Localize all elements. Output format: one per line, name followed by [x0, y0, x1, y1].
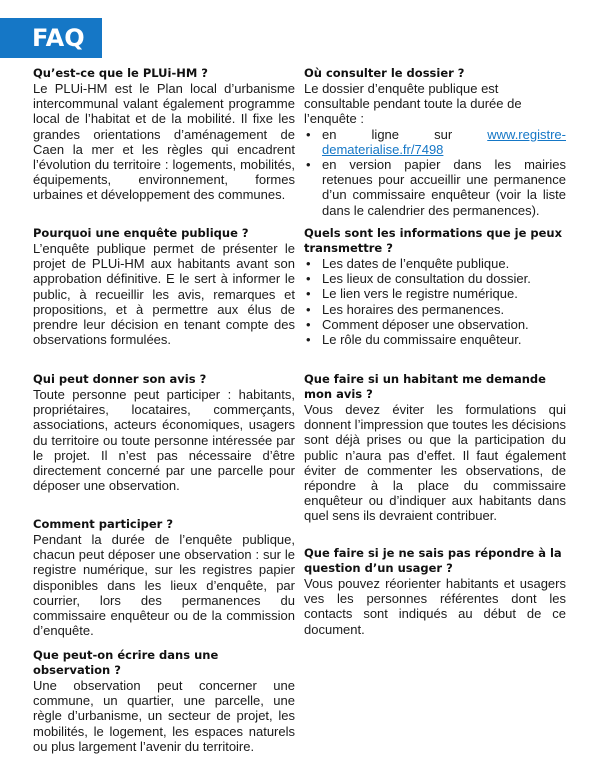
list-item: • Les horaires des permanences. — [304, 302, 566, 317]
faq-item-where-to-consult — [304, 66, 566, 218]
faq-question: Pourquoi une enquête publique ? — [33, 226, 249, 240]
faq-answer: Pendant la durée de l’enquête publique, chacun peut déposer une observation : sur le registre numérique, sur les registres papier disponibles dans les lieux d’enquête, par courrier, lors des permanences du commissaire enquêteur ou de la commission d’enquête. — [33, 532, 295, 639]
consult-online-prefix: en ligne sur — [322, 126, 488, 142]
transmit-list — [304, 256, 566, 347]
faq-item-why-inquiry — [33, 226, 295, 347]
faq-answer: Le PLUi-HM est le Plan local d’urbanisme intercommunal valant également programme local de l’habitat et de la mobilité. Il fixe les grandes orientations d’aménagement de Caen la mer et les règles qui encadrent l’évolution du territoire : logements, mobilités, équipements, environnement, formes urbaines et développement des communes. — [33, 81, 295, 203]
faq-answer: Une observation peut concerner une commune, un quartier, une parcelle, une règle d’urbanisme, un secteur de projet, les mobilités, le logement, les espaces naturels ou plus largement l’avenir du territoire. — [33, 678, 295, 754]
faq-question: Quels sont les informations que je peux transmettre ? — [304, 226, 563, 255]
faq-item-resident-asks-opinion — [304, 372, 566, 524]
faq-question: Qui peut donner son avis ? — [33, 372, 207, 386]
registry-link[interactable]: www.registre-dematerialise.fr/7498 — [322, 126, 566, 157]
faq-question: Que faire si un habitant me demande mon avis ? — [304, 372, 546, 401]
faq-question: Que faire si je ne sais pas répondre à la question d’un usager ? — [304, 546, 562, 575]
faq-question: Que peut-on écrire dans une observation ? — [33, 648, 219, 677]
faq-answer: Le dossier d’enquête publique est consultable pendant toute la durée de l’enquête : — [304, 81, 522, 127]
faq-item-what-to-transmit — [304, 226, 566, 347]
faq-item-what-is-plui — [33, 66, 295, 203]
faq-item-cannot-answer — [304, 546, 566, 637]
faq-question: Qu’est-ce que le PLUi-HM ? — [33, 66, 208, 80]
faq-banner — [0, 18, 102, 58]
faq-answer: Vous pouvez réorienter habitants et usagers ves les personnes référentes dont les contacts sont indiqués au début de ce document. — [304, 576, 566, 637]
list-item: • Le rôle du commissaire enquêteur. — [304, 332, 566, 347]
faq-item-how-to-participate — [33, 517, 295, 638]
faq-question: Comment participer ? — [33, 517, 174, 531]
list-item: • Comment déposer une observation. — [304, 317, 566, 332]
consult-list — [304, 127, 566, 218]
list-item: • Les lieux de consultation du dossier. — [304, 271, 566, 286]
faq-item-what-to-write — [33, 648, 295, 754]
list-item: • Le lien vers le registre numérique. — [304, 286, 566, 301]
faq-question: Où consulter le dossier ? — [304, 66, 465, 80]
list-item: • en version papier dans les mairies retenues pour accueillir une permanence d’un commissaire enquêteur (voir la liste dans le calendrier des permanences). — [304, 157, 566, 218]
faq-answer: Vous devez éviter les formulations qui donnent l’impression que toutes les décisions sont déjà prises ou que la participation du public n’aura pas d’effet. Il faut également éviter de commenter les observations, de répondre à la place du commissaire enquêteur ou d’indiquer aux habitants dans quel sens ils devraient contribuer. — [304, 402, 566, 524]
faq-item-who-can-give-opinion — [33, 372, 295, 493]
faq-answer: Toute personne peut participer : habitants, propriétaires, locataires, commerçants, associations, acteurs économiques, usagers du territoire ou toute personne intéressée par le projet. Il n’est pas nécessaire d’être directement concerné par une parcelle pour déposer une observation. — [33, 387, 295, 494]
faq-answer: L’enquête publique permet de présenter le projet de PLUi-HM aux habitants avant son approbation définitive. E le sert à informer le public, à recueillir les avis, remarques et propositions, et à permettre aux élus de prendre leur décision en tenant compte des observations formulées. — [33, 241, 295, 348]
faq-banner-label: FAQ — [32, 24, 85, 52]
list-item — [304, 127, 566, 157]
list-item: • Les dates de l’enquête publique. — [304, 256, 566, 271]
